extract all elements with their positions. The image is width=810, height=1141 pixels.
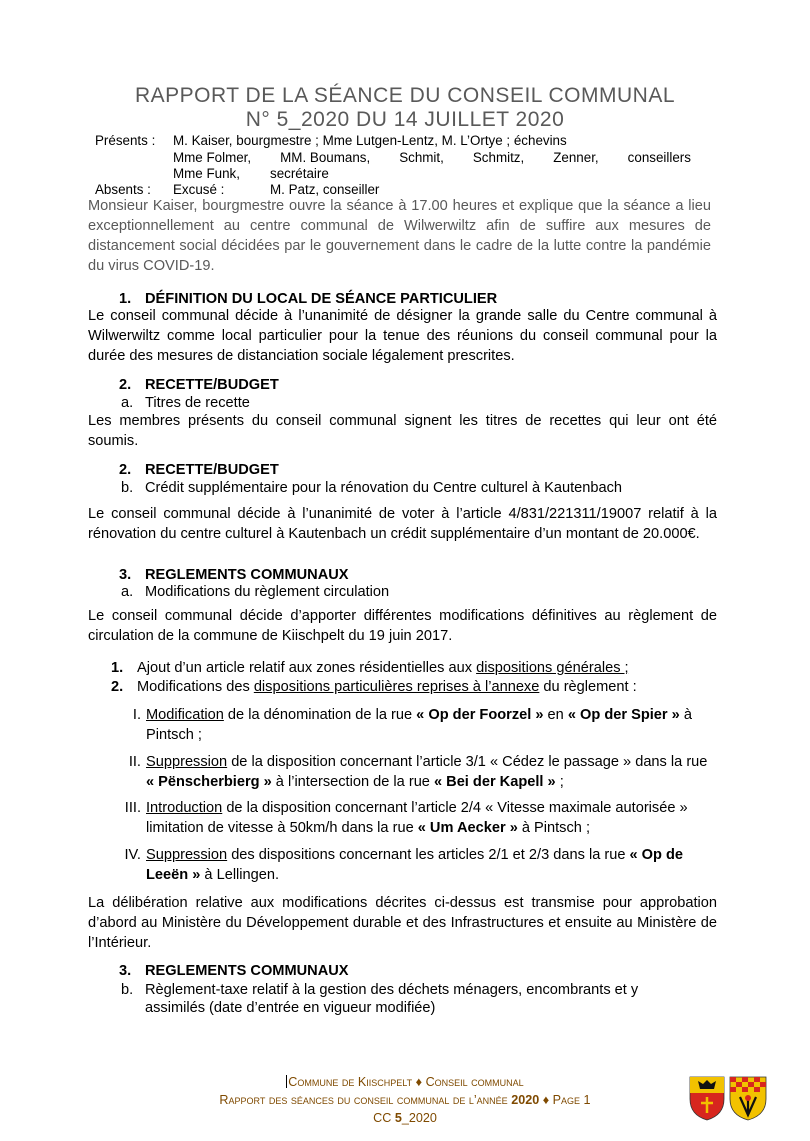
presents-name: Zenner, [553,150,599,165]
list-item-1-number: 1. [111,660,124,676]
roman-item-4 [115,845,717,885]
section-3b-subtitle-line-2: assimilés (date d’entrée en vigueur modifiée) [145,1000,436,1016]
list-item-2 [137,678,637,696]
roman-item-4-text-a: des dispositions concernant les articles 2/1 et 2/3 dans la rue [227,847,630,863]
list-item-2-text: Modifications des [137,679,254,695]
section-1-title: DÉFINITION DU LOCAL DE SÉANCE PARTICULIER [145,291,498,307]
footer-diamond: ♦ [542,1093,550,1107]
roman-item-1-text-a: de la dénomination de la rue [223,707,417,723]
intro-paragraph: Monsieur Kaiser, bourgmestre ouvre la séance à 17.00 heures et explique que la séance a lieu exceptionnellement au centre communal de Wilwerwiltz afin de suffire aux mesures de distancement social décidées par le gouvernement dans le cadre de la lutte contre la pandémie du virus COVID-19. [88,198,711,274]
roman-item-1 [115,705,717,745]
section-3a-letter: a. [121,584,134,600]
roman-item-1-street-new: « Op der Spier » [567,707,680,723]
section-3b-letter: b. [121,982,134,998]
footer-cc-number: 5 [394,1111,402,1125]
roman-item-4-number: IV. [124,847,141,863]
presents-name: Schmit, [399,150,444,165]
presents-line-3-role: secrétaire [270,166,329,181]
roman-item-1-number: I. [132,707,141,723]
footer-diamond: ♦ [415,1075,423,1089]
list-item-1-text: Ajout d’un article relatif aux zones résidentielles aux [137,660,477,676]
roman-item-2 [115,752,717,792]
section-3a-title: REGLEMENTS COMMUNAUX [145,567,349,583]
presents-line-3-name: Mme Funk, [173,166,240,181]
report-title: RAPPORT DE LA SÉANCE DU CONSEIL COMMUNAL [134,84,676,107]
roman-item-2-text-d: ; [555,774,564,790]
footer-cc: CC [373,1111,395,1125]
section-2b-number: 2. [119,462,132,478]
roman-item-1-street-old: « Op der Foorzel » [416,707,544,723]
section-3a-text: Le conseil communal décide d’apporter différentes modifications définitives au règlement de circulation de la commune de Kiischpelt du 19 juin 2017. [88,608,717,644]
roman-item-2-number: II. [128,754,141,770]
absents-names: M. Patz, conseiller [270,182,380,197]
section-2b-title: RECETTE/BUDGET [145,462,279,478]
roman-item-2-action: Suppression [146,754,228,770]
section-1-number: 1. [119,291,132,307]
roman-item-1-text-d: à Pintsch ; [146,707,692,743]
presents-label: Présents : [95,133,156,148]
footer-council: Conseil communal [425,1075,524,1089]
section-3b-title: REGLEMENTS COMMUNAUX [145,963,349,979]
section-2a-letter: a. [121,395,134,411]
section-3a-subtitle: Modifications du règlement circulation [145,584,390,600]
footer-page: Page 1 [552,1093,591,1107]
roman-item-2-text-c: à l’intersection de la rue [271,774,434,790]
list-item-1 [137,659,629,677]
section-3b-number: 3. [119,963,132,979]
footer-cc-year: _2020 [401,1111,437,1125]
roman-item-2-street-2: « Bei der Kapell » [433,774,556,790]
roman-item-2-text-a: de la disposition concernant l’article 3/1 « Cédez le passage » dans la rue [227,754,708,770]
roman-item-4-action: Suppression [146,847,228,863]
roman-item-1-action: Modification [146,707,224,723]
section-3b-subtitle-line-1: Règlement-taxe relatif à la gestion des déchets ménagers, encombrants et y [145,982,639,998]
presents-name: Mme Folmer, [173,150,252,165]
footer-year: 2020 [511,1093,540,1107]
section-1-text: Le conseil communal décide à l’unanimité de désigner la grande salle du Centre communal à Wilwerwiltz comme local particulier pour la tenue des réunions du conseil communal pour la durée des mesures de distanciation sociale légalement prescrites. [88,308,717,364]
section-2a-text: Les membres présents du conseil communal signent les titres de recettes qui leur ont été soumis. [88,413,717,449]
roman-item-3-action: Introduction [146,800,223,816]
report-number: N° 5_2020 DU 14 JUILLET 2020 [245,108,565,131]
list-item-2-tail: du règlement : [539,679,637,695]
presents-line-1: M. Kaiser, bourgmestre ; Mme Lutgen-Lentz, M. L’Ortye ; échevins [173,133,567,148]
list-item-1-link: dispositions générales ; [476,660,629,676]
roman-item-3-text-a: de la disposition concernant l’article 2/4 « Vitesse maximale autorisée » limitation de vitesse à 50km/h dans la rue [146,800,688,836]
roman-item-1-text-c: en [543,707,568,723]
roman-item-4-text-d: à Lellingen. [200,867,280,883]
commune-crest-icon [688,1075,768,1121]
section-2b-text: Le conseil communal décide à l’unanimité de voter à l’article 4/831/221311/19007 relatif à la rénovation du centre culturel à Kautenbach un crédit supplémentaire d’un montant de 20.000€. [88,506,717,542]
list-item-2-number: 2. [111,679,124,695]
absents-label: Absents : [95,182,151,197]
section-2a-title: RECETTE/BUDGET [145,377,279,393]
roman-item-3-text-d: à Pintsch ; [517,820,591,836]
presents-name: MM. Boumans, [280,150,371,165]
section-2b-subtitle: Crédit supplémentaire pour la rénovation du Centre culturel à Kautenbach [145,480,623,496]
presents-name: Schmitz, [472,150,525,165]
roman-item-3 [115,798,717,838]
presents-line-2 [173,149,691,166]
footer-commune: Commune de Kiischpelt [288,1075,413,1089]
presents-role: conseillers [627,150,691,165]
roman-item-4-street: « Op de Leeën » [146,847,684,883]
roman-item-3-number: III. [124,800,141,816]
list-item-2-link: dispositions particulières reprises à l’annexe [253,679,540,695]
section-3a-closing: La délibération relative aux modifications décrites ci-dessus est transmise pour approbation d’abord au Ministère du Développement durable et des Infrastructures et ensuite au Ministère de l’Intérieur. [88,895,717,951]
absents-type: Excusé : [173,182,225,197]
section-2b-letter: b. [121,480,134,496]
section-2a-number: 2. [119,377,132,393]
section-2a-subtitle: Titres de recette [145,395,250,411]
footer-report: Rapport des séances du conseil communal de l’année [219,1093,512,1107]
roman-item-3-street: « Um Aecker » [417,820,518,836]
roman-item-2-street: « Pënscherbierg » [146,774,272,790]
section-3a-number: 3. [119,567,132,583]
